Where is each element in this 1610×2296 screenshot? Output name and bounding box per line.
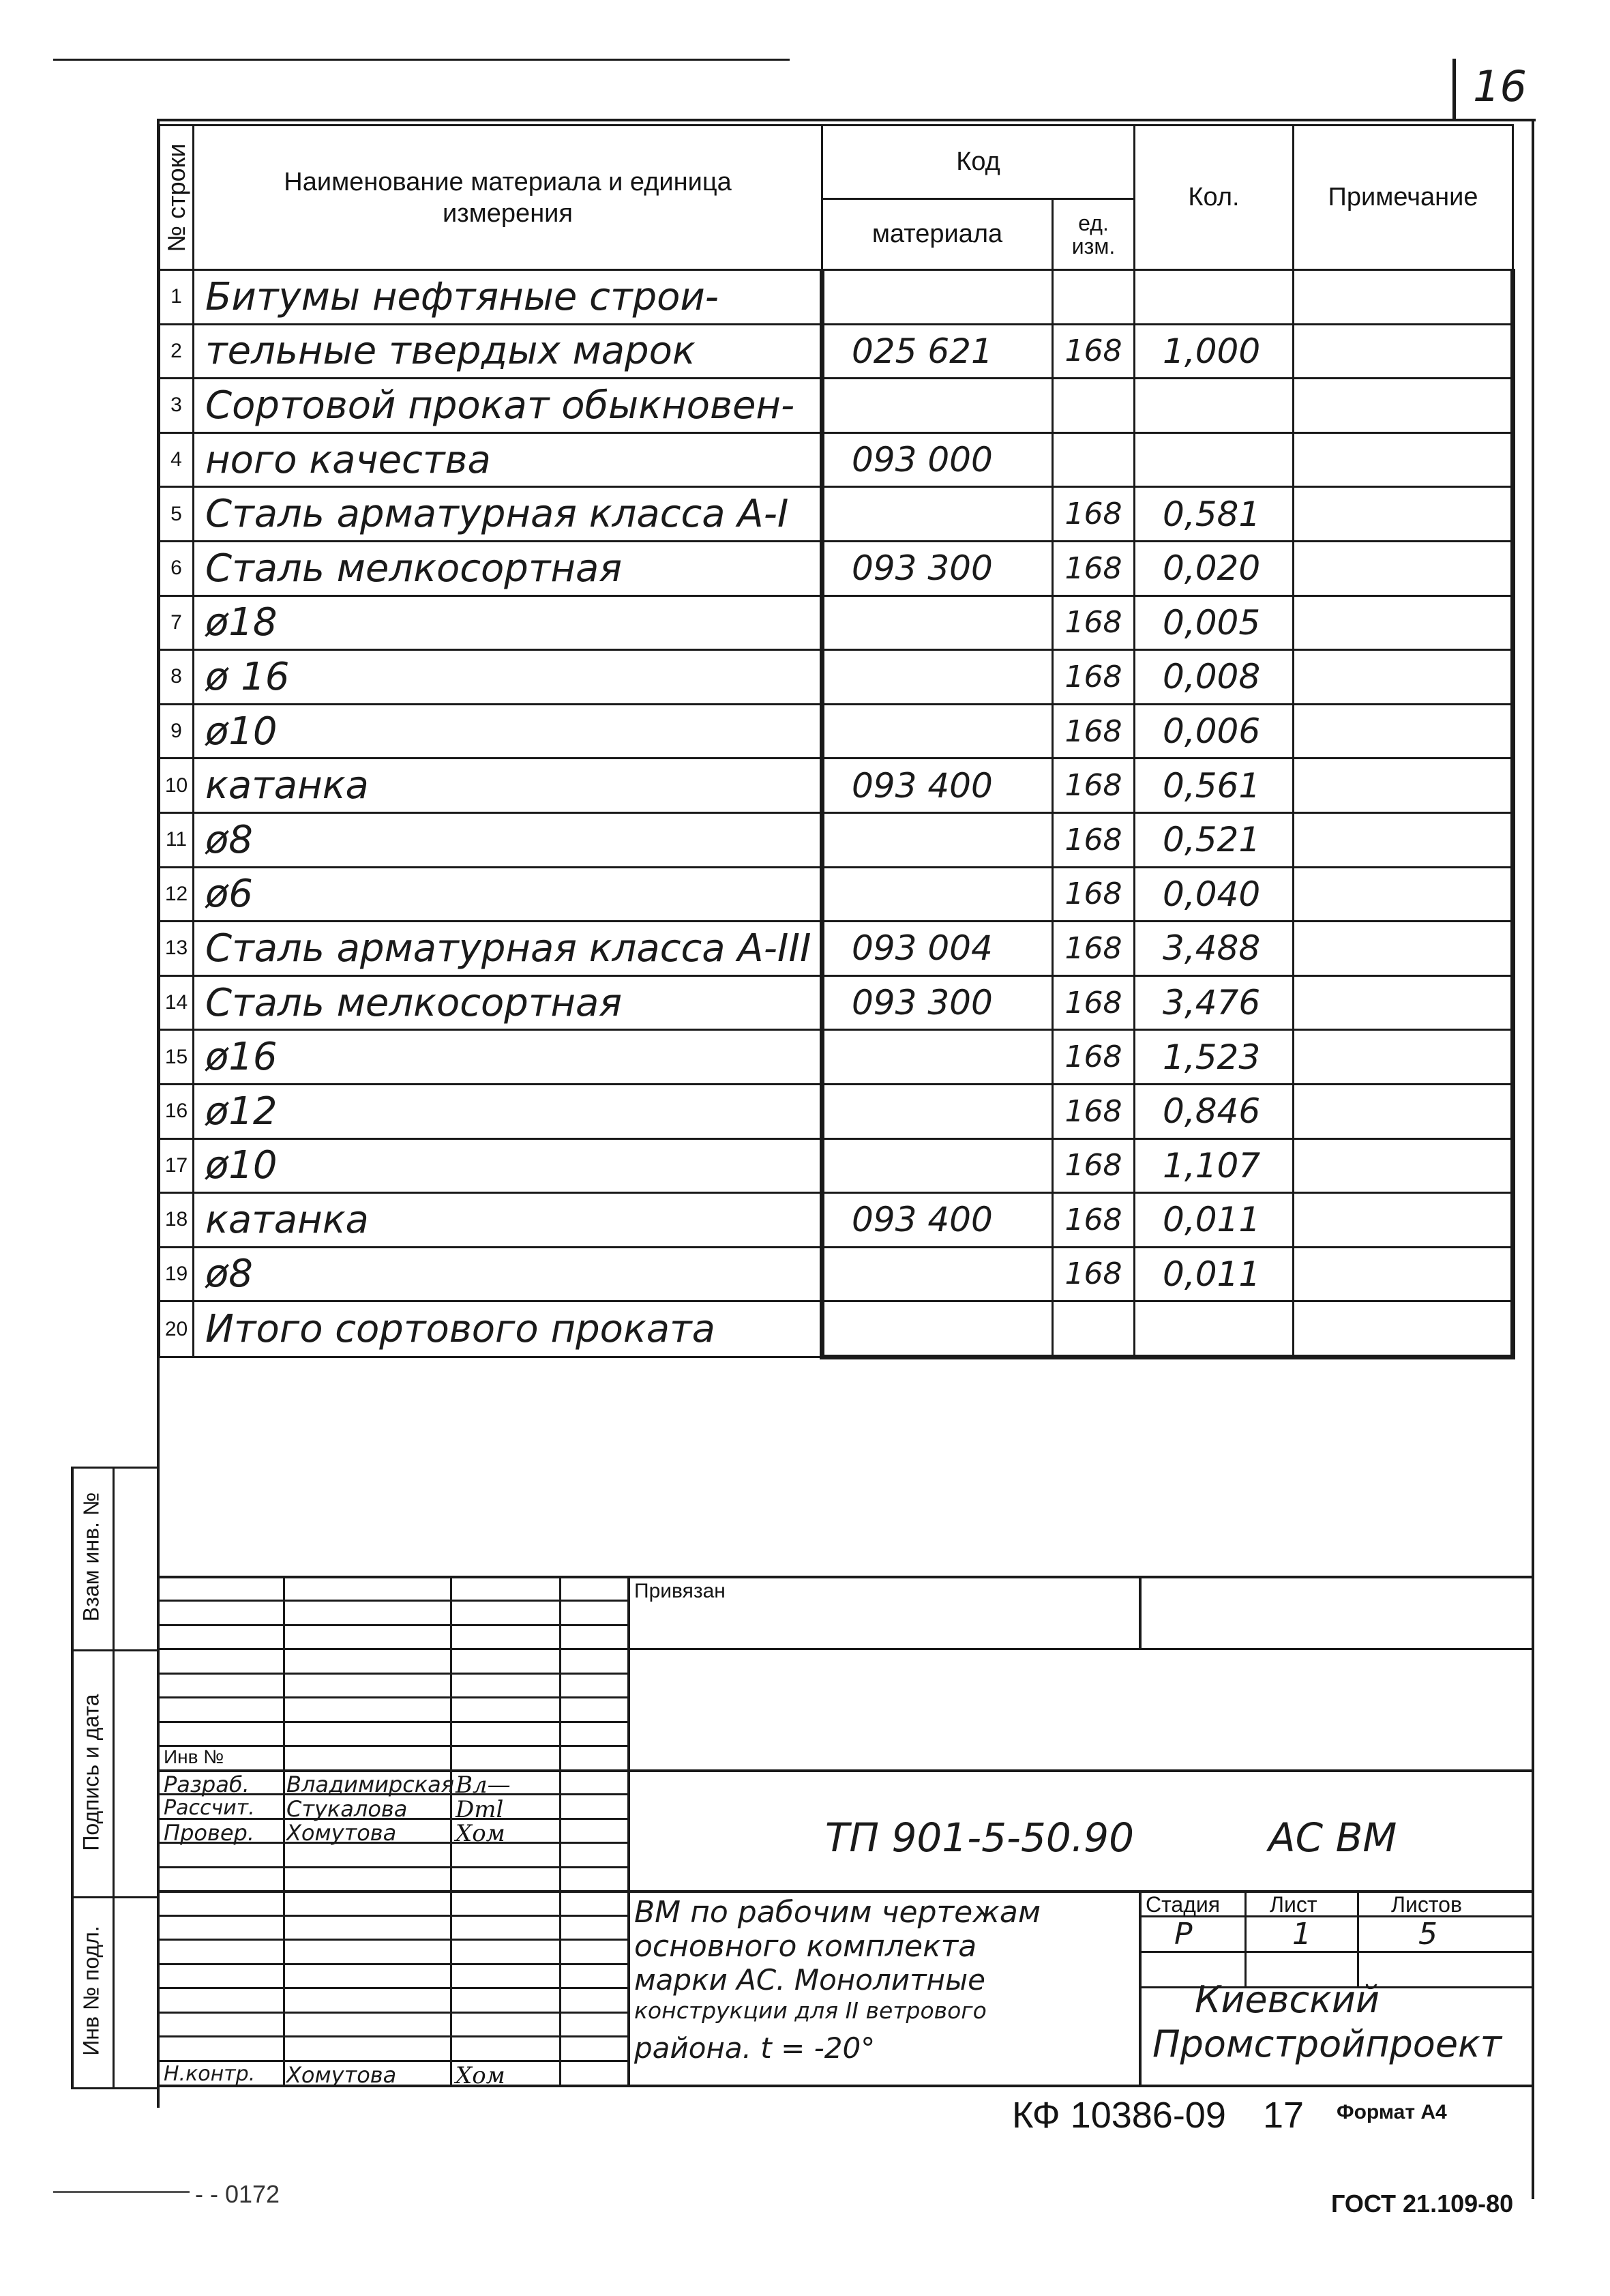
note [1294,650,1513,705]
material-name: катанка [194,759,822,813]
quantity: 0,011 [1135,1247,1294,1301]
material-code [822,379,1053,433]
row-number: 4 [160,432,194,487]
quantity: 0,846 [1135,1084,1294,1138]
quantity [1135,379,1294,433]
material-name: Сталь арматурная класса А-I [194,487,822,542]
table-row [160,1138,1513,1193]
table-row [160,922,1513,976]
unit-code [1053,1301,1135,1357]
material-code: 093 300 [822,975,1053,1030]
note [1294,1247,1513,1301]
frame-top [158,119,1536,121]
page-number: 16 [1473,61,1527,111]
row-number: 19 [160,1247,194,1301]
table-row [160,759,1513,813]
name-prover: Хомутова [286,1820,397,1846]
material-name: ø16 [194,1030,822,1085]
quantity: 0,008 [1135,650,1294,705]
role-rasschit: Рассчит. [164,1796,255,1820]
unit-code: 168 [1053,1138,1135,1193]
note [1294,270,1513,325]
sig-razrab: Вл— [456,1771,511,1799]
quantity: 0,005 [1135,595,1294,650]
row-number: 18 [160,1193,194,1248]
material-name: Битумы нефтяные строи- [194,270,822,325]
table-row [160,324,1513,379]
unit-code: 168 [1053,650,1135,705]
role-n-kontr: Н.контр. [164,2062,256,2086]
note [1294,1301,1513,1357]
material-name: ø12 [194,1084,822,1138]
role-prover: Провер. [164,1820,254,1846]
material-code [822,867,1053,922]
material-code [822,595,1053,650]
material-code [822,812,1053,867]
quantity: 3,488 [1135,922,1294,976]
sheets-label: Листов [1391,1892,1462,1917]
header-code-unit: ед. изм. [1053,199,1135,270]
material-code [822,1301,1053,1357]
note [1294,922,1513,976]
stamp-outer-left [71,1467,74,2087]
material-code: 093 400 [822,759,1053,813]
unit-code: 168 [1053,812,1135,867]
unit-code [1053,432,1135,487]
description-line-4: конструкции для II ветрового [634,1997,987,2024]
table-row [160,541,1513,595]
quantity: 0,040 [1135,867,1294,922]
note [1294,1084,1513,1138]
table-row [160,379,1513,433]
row-number: 16 [160,1084,194,1138]
quantity: 0,521 [1135,812,1294,867]
description-line-1: ВМ по рабочим чертежам [634,1895,1041,1930]
note [1294,595,1513,650]
footer-left-code: - - 0172 [195,2180,280,2208]
material-code [822,487,1053,542]
note [1294,432,1513,487]
quantity: 0,006 [1135,704,1294,759]
table-row [160,595,1513,650]
page-number-divider [1452,59,1456,119]
note [1294,379,1513,433]
quantity: 1,523 [1135,1030,1294,1085]
unit-code: 168 [1053,1193,1135,1248]
quantity [1135,270,1294,325]
header-name: Наименование материала и единица измерения [194,126,822,270]
material-name: ø6 [194,867,822,922]
stamp-inv-podl: Инв № подл. [78,1926,104,2056]
unit-code: 168 [1053,1084,1135,1138]
table-row [160,487,1513,542]
organization-line-1: Киевский [1195,1978,1380,2021]
footer-format: Формат А4 [1337,2101,1447,2123]
document-mark: АС ВМ [1268,1814,1397,1861]
material-code [822,704,1053,759]
material-code [822,1030,1053,1085]
name-rasschit: Стукалова [286,1796,408,1822]
header-row-no: № строки [160,126,194,270]
sheet-value: 1 [1292,1917,1311,1952]
footer-gost: ГОСТ 21.109-80 [1331,2190,1514,2218]
table-row [160,812,1513,867]
row-number: 13 [160,922,194,976]
row-number: 6 [160,541,194,595]
table-row [160,1247,1513,1301]
material-name: ø10 [194,704,822,759]
sig-n-kontr: Хом [456,2062,505,2089]
table-row [160,1193,1513,1248]
sig-rasschit: Dml [456,1796,504,1823]
quantity: 0,581 [1135,487,1294,542]
materials-table [158,124,1515,1359]
row-number: 8 [160,650,194,705]
material-code: 093 000 [822,432,1053,487]
table-row [160,270,1513,325]
quantity: 1,000 [1135,324,1294,379]
quantity: 3,476 [1135,975,1294,1030]
row-number: 7 [160,595,194,650]
material-name: ø10 [194,1138,822,1193]
row-number: 20 [160,1301,194,1357]
row-number: 11 [160,812,194,867]
material-name: катанка [194,1193,822,1248]
quantity [1135,432,1294,487]
name-n-kontr: Хомутова [286,2062,397,2088]
sig-prover: Хом [456,1820,505,1847]
note [1294,704,1513,759]
table-row [160,867,1513,922]
unit-code: 168 [1053,541,1135,595]
material-code: 093 004 [822,922,1053,976]
material-name: ø 16 [194,650,822,705]
quantity: 0,561 [1135,759,1294,813]
document-designation: ТП 901-5-50.90 [825,1814,1134,1861]
table-row [160,1084,1513,1138]
row-number: 10 [160,759,194,813]
row-number: 3 [160,379,194,433]
name-razrab: Владимирская [286,1771,454,1797]
table-row [160,1301,1513,1357]
material-name: ø8 [194,1247,822,1301]
frame-right [1532,119,1534,2199]
row-number: 5 [160,487,194,542]
table-row [160,1030,1513,1085]
unit-code: 168 [1053,975,1135,1030]
material-code: 093 300 [822,541,1053,595]
stamp-inner-left [113,1467,115,2087]
material-code [822,1084,1053,1138]
quantity [1135,1301,1294,1357]
note [1294,975,1513,1030]
unit-code: 168 [1053,759,1135,813]
material-code [822,1247,1053,1301]
stamp-vzam-inv: Взам инв. № [78,1492,104,1622]
row-number: 1 [160,270,194,325]
material-name: ø18 [194,595,822,650]
note [1294,1138,1513,1193]
unit-code: 168 [1053,1030,1135,1085]
header-code: Код [822,126,1135,199]
material-name: тельные твердых марок [194,324,822,379]
unit-code: 168 [1053,1247,1135,1301]
material-code [822,650,1053,705]
material-name: Сталь мелкосортная [194,541,822,595]
role-razrab: Разраб. [164,1771,250,1797]
note [1294,867,1513,922]
bottom-dash [53,2191,190,2193]
header-note: Примечание [1294,126,1513,270]
table-row [160,650,1513,705]
note [1294,759,1513,813]
description-line-5: района. t = -20° [634,2031,876,2065]
note [1294,487,1513,542]
organization-line-2: Промстройпроект [1152,2022,1502,2065]
description-line-3: марки АС. Монолитные [634,1963,986,1997]
inv-no-label: Инв № [164,1746,224,1767]
material-name: Итого сортового проката [194,1301,822,1357]
row-number: 15 [160,1030,194,1085]
unit-code: 168 [1053,595,1135,650]
unit-code: 168 [1053,324,1135,379]
note [1294,324,1513,379]
material-name: Сталь арматурная класса А-III [194,922,822,976]
note [1294,1193,1513,1248]
row-number: 14 [160,975,194,1030]
row-number: 9 [160,704,194,759]
material-name: Сталь мелкосортная [194,975,822,1030]
unit-code [1053,270,1135,325]
material-name: ного качества [194,432,822,487]
sheets-value: 5 [1418,1917,1437,1952]
table-row [160,975,1513,1030]
note [1294,541,1513,595]
material-code [822,270,1053,325]
table-row [160,704,1513,759]
header-code-material: материала [822,199,1053,270]
quantity: 0,011 [1135,1193,1294,1248]
stage-value: Р [1174,1917,1193,1952]
row-number: 12 [160,867,194,922]
stamp-podpis-data: Подпись и дата [78,1694,104,1851]
material-name: Сортовой прокат обыкновен- [194,379,822,433]
top-rule [53,59,790,61]
unit-code: 168 [1053,704,1135,759]
material-code [822,1138,1053,1193]
sheet-label: Лист [1270,1892,1317,1917]
table-row [160,432,1513,487]
material-name: ø8 [194,812,822,867]
privyazan-label: Привязан [634,1580,726,1602]
stage-label: Стадия [1146,1892,1221,1917]
note [1294,1030,1513,1085]
unit-code: 168 [1053,922,1135,976]
material-code: 093 400 [822,1193,1053,1248]
footer-page: 17 [1263,2095,1305,2136]
unit-code [1053,379,1135,433]
material-code: 025 621 [822,324,1053,379]
quantity: 1,107 [1135,1138,1294,1193]
row-number: 2 [160,324,194,379]
unit-code: 168 [1053,487,1135,542]
note [1294,812,1513,867]
header-qty: Кол. [1135,126,1294,270]
quantity: 0,020 [1135,541,1294,595]
unit-code: 168 [1053,867,1135,922]
row-number: 17 [160,1138,194,1193]
footer-code: КФ 10386-09 [1012,2095,1226,2136]
description-line-2: основного комплекта [634,1929,977,1964]
